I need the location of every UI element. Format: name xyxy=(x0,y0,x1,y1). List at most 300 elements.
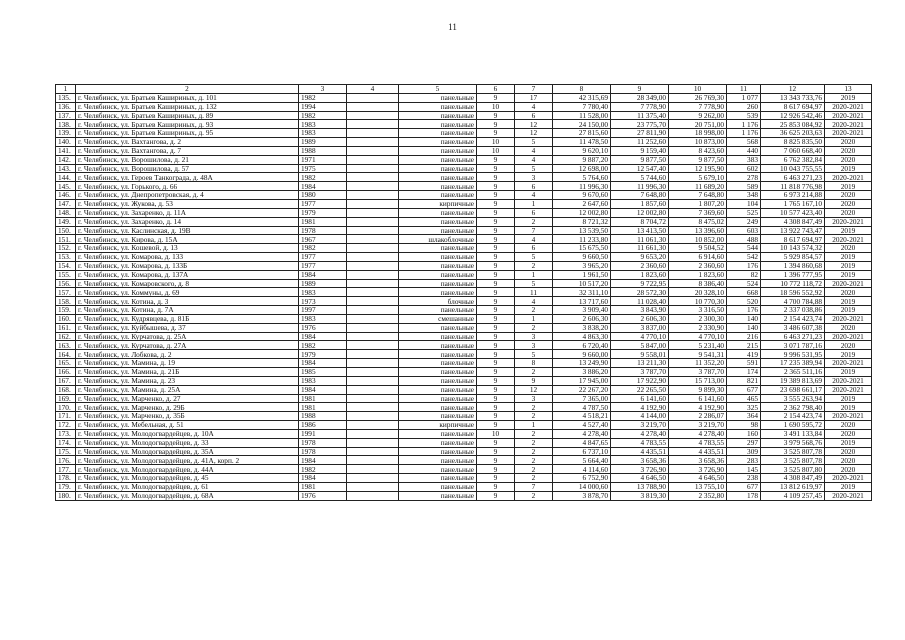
table-cell: 168. xyxy=(56,385,76,394)
table-cell xyxy=(347,368,399,377)
table-cell xyxy=(347,235,399,244)
table-cell: 9 xyxy=(477,474,515,483)
table-cell: 12 547,40 xyxy=(611,164,669,173)
table-cell: г. Челябинск, ул. Куйбышева, д. 37 xyxy=(76,323,299,332)
table-cell: 174 xyxy=(727,368,761,377)
table-cell: 3 xyxy=(515,173,553,182)
table-cell: 9 xyxy=(477,456,515,465)
table-cell: 4 787,50 xyxy=(553,403,611,412)
table-cell: 2 286,07 xyxy=(669,412,727,421)
table-cell: 179. xyxy=(56,482,76,491)
table-cell: панельные xyxy=(399,270,477,279)
table-cell: 4 770,10 xyxy=(669,332,727,341)
table-cell: 1977 xyxy=(299,261,347,270)
table-cell: 6 141,60 xyxy=(611,394,669,403)
table-cell: 27 811,90 xyxy=(611,129,669,138)
table-cell: 162. xyxy=(56,332,76,341)
table-row xyxy=(56,491,872,500)
table-cell: 2 300,30 xyxy=(669,314,727,323)
table-cell: 13 249,90 xyxy=(553,359,611,368)
table-cell: панельные xyxy=(399,155,477,164)
table-cell: 4 278,40 xyxy=(669,429,727,438)
table-cell: 821 xyxy=(727,376,761,385)
table-cell: 2020 xyxy=(825,208,872,217)
table-cell xyxy=(347,199,399,208)
table-cell: 440 xyxy=(727,146,761,155)
table-row xyxy=(56,465,872,474)
table-cell: 178. xyxy=(56,474,76,483)
table-cell: 1 765 167,10 xyxy=(761,199,825,208)
table-cell: 2019 xyxy=(825,164,872,173)
table-cell: блочные xyxy=(399,297,477,306)
table-cell: 9 xyxy=(477,306,515,315)
table-cell: 82 xyxy=(727,270,761,279)
table-cell: 13 922 743,47 xyxy=(761,226,825,235)
table-cell xyxy=(347,226,399,235)
table-cell: 20 751,00 xyxy=(669,120,727,129)
table-cell: кирпичные xyxy=(399,199,477,208)
table-cell: 4 435,51 xyxy=(669,447,727,456)
table-cell: 9 xyxy=(477,244,515,253)
table-cell: 2019 xyxy=(825,306,872,315)
table-cell: 9 xyxy=(477,323,515,332)
table-cell: 9 xyxy=(477,385,515,394)
table-cell: 2019 xyxy=(825,403,872,412)
table-cell: 668 xyxy=(727,288,761,297)
table-cell: 5 231,40 xyxy=(669,341,727,350)
table-cell: 2 360,60 xyxy=(611,261,669,270)
table-cell: 142. xyxy=(56,155,76,164)
table-cell: 1989 xyxy=(299,138,347,147)
table-cell: 1 xyxy=(515,314,553,323)
table-cell: г. Челябинск, ул. Комарова, д. 133 xyxy=(76,253,299,262)
table-cell: 23 698 661,17 xyxy=(761,385,825,394)
table-cell: 7 778,90 xyxy=(611,102,669,111)
table-cell: 27 815,60 xyxy=(553,129,611,138)
table-cell: 171. xyxy=(56,412,76,421)
table-cell: 153. xyxy=(56,253,76,262)
table-cell: 10 873,00 xyxy=(669,138,727,147)
table-cell: 4 308 847,49 xyxy=(761,474,825,483)
table-cell: 2 606,30 xyxy=(553,314,611,323)
table-cell xyxy=(347,217,399,226)
table-cell: 2019 xyxy=(825,438,872,447)
table-cell xyxy=(347,359,399,368)
table-cell: г. Челябинск, ул. Кудрявцева, д. 81Б xyxy=(76,314,299,323)
table-cell xyxy=(347,306,399,315)
table-cell: 5 xyxy=(515,138,553,147)
table-cell: 152. xyxy=(56,244,76,253)
table-row xyxy=(56,438,872,447)
table-cell: 11 661,30 xyxy=(611,244,669,253)
table-cell: 2020 xyxy=(825,447,872,456)
table-cell: 1 xyxy=(515,270,553,279)
table-cell: 11 028,40 xyxy=(611,297,669,306)
table-cell: г. Челябинск, ул. Жукова, д. 53 xyxy=(76,199,299,208)
table-row xyxy=(56,359,872,368)
table-cell: 568 xyxy=(727,138,761,147)
table-cell: 2 365 511,16 xyxy=(761,368,825,377)
table-cell: 2020 xyxy=(825,323,872,332)
column-number-cell: 6 xyxy=(477,85,515,94)
table-cell: 2019 xyxy=(825,368,872,377)
table-cell: панельные xyxy=(399,491,477,500)
table-cell: 9 xyxy=(477,465,515,474)
table-cell: 3 658,36 xyxy=(669,456,727,465)
table-row xyxy=(56,129,872,138)
table-cell: 2 xyxy=(515,465,553,474)
table-cell: г. Челябинск, ул. Молодогвардейцев, д. 44А xyxy=(76,465,299,474)
table-cell: 6 914,60 xyxy=(669,253,727,262)
table-cell: 150. xyxy=(56,226,76,235)
table-cell: 13 717,60 xyxy=(553,297,611,306)
column-number-cell: 10 xyxy=(669,85,727,94)
table-cell: 542 xyxy=(727,253,761,262)
table-cell: 3 525 807,80 xyxy=(761,465,825,474)
table-cell: 591 xyxy=(727,359,761,368)
table-cell: 2 xyxy=(515,217,553,226)
table-cell: 2020-2021 xyxy=(825,129,872,138)
table-row xyxy=(56,403,872,412)
table-cell: 2 647,60 xyxy=(553,199,611,208)
table-cell: 23 775,70 xyxy=(611,120,669,129)
table-cell: 4 435,51 xyxy=(611,447,669,456)
table-cell: 1971 xyxy=(299,155,347,164)
table-cell: 5 xyxy=(515,253,553,262)
table-cell: 5 xyxy=(515,279,553,288)
table-cell: панельные xyxy=(399,394,477,403)
table-cell: 13 211,30 xyxy=(611,359,669,368)
table-cell: 18 596 552,92 xyxy=(761,288,825,297)
table-cell: 6 141,60 xyxy=(669,394,727,403)
table-cell: 11 233,80 xyxy=(553,235,611,244)
table-cell: 172. xyxy=(56,421,76,430)
table-cell: 6 463 271,23 xyxy=(761,173,825,182)
table-cell: панельные xyxy=(399,208,477,217)
table-cell: 2020-2021 xyxy=(825,385,872,394)
table-cell: г. Челябинск, ул. Марченко, д. 35Б xyxy=(76,412,299,421)
table-cell: 20 328,10 xyxy=(669,288,727,297)
table-cell: 12 xyxy=(515,129,553,138)
table-cell: 348 xyxy=(727,191,761,200)
table-cell xyxy=(347,332,399,341)
table-cell: 2020 xyxy=(825,288,872,297)
table-cell xyxy=(347,456,399,465)
table-cell xyxy=(347,138,399,147)
table-cell: 5 xyxy=(515,164,553,173)
table-cell: г. Челябинск, ул. Днепропетровская, д. 4 xyxy=(76,191,299,200)
table-cell: 2020-2021 xyxy=(825,359,872,368)
table-cell: 15 675,50 xyxy=(553,244,611,253)
table-cell: 9 xyxy=(477,155,515,164)
table-cell: 8 386,40 xyxy=(669,279,727,288)
table-cell: 13 788,90 xyxy=(611,482,669,491)
table-cell: г. Челябинск, ул. Кирова, д. 15А xyxy=(76,235,299,244)
table-cell: 28 572,30 xyxy=(611,288,669,297)
table-cell xyxy=(347,155,399,164)
table-cell: 3 965,20 xyxy=(553,261,611,270)
table-cell: 1982 xyxy=(299,173,347,182)
table-cell xyxy=(347,314,399,323)
table-cell: 12 926 542,46 xyxy=(761,111,825,120)
table-cell: 383 xyxy=(727,155,761,164)
table-cell: 2 xyxy=(515,447,553,456)
table-cell: 2020 xyxy=(825,429,872,438)
table-cell: 7 xyxy=(515,226,553,235)
table-cell: 156. xyxy=(56,279,76,288)
table-cell: 2 xyxy=(515,306,553,315)
table-cell xyxy=(347,447,399,456)
table-cell: 2020-2021 xyxy=(825,314,872,323)
table-row xyxy=(56,288,872,297)
table-row xyxy=(56,208,872,217)
table-cell: 12 698,00 xyxy=(553,164,611,173)
table-cell: 4 192,90 xyxy=(669,403,727,412)
table-cell: 10 xyxy=(477,102,515,111)
table-cell: 149. xyxy=(56,217,76,226)
table-cell: 164. xyxy=(56,350,76,359)
table-cell: 3 491 133,84 xyxy=(761,429,825,438)
table-cell: 19 389 813,69 xyxy=(761,376,825,385)
table-cell: 160. xyxy=(56,314,76,323)
table-cell: 139. xyxy=(56,129,76,138)
table-cell: 2019 xyxy=(825,350,872,359)
table-cell: 2020-2021 xyxy=(825,376,872,385)
table-cell: 140. xyxy=(56,138,76,147)
table-cell: 3 838,20 xyxy=(553,323,611,332)
table-cell: 2 xyxy=(515,456,553,465)
table-cell: 3 071 787,16 xyxy=(761,341,825,350)
table-cell: 13 413,50 xyxy=(611,226,669,235)
table-cell: 4 527,40 xyxy=(553,421,611,430)
table-cell: г. Челябинск, ул. Комарова, д. 133Б xyxy=(76,261,299,270)
table-cell: 1989 xyxy=(299,279,347,288)
table-cell: 4 xyxy=(515,146,553,155)
table-row xyxy=(56,146,872,155)
table-cell: 2020 xyxy=(825,138,872,147)
table-cell: 7 648,80 xyxy=(611,191,669,200)
table-cell: 6 752,90 xyxy=(553,474,611,483)
table-cell: панельные xyxy=(399,429,477,438)
table-cell: 524 xyxy=(727,279,761,288)
table-cell: 2020-2021 xyxy=(825,102,872,111)
table-cell: 1988 xyxy=(299,146,347,155)
table-cell: 5 847,00 xyxy=(611,341,669,350)
table-cell: 249 xyxy=(727,217,761,226)
table-cell: 2019 xyxy=(825,482,872,491)
table-cell: 2019 xyxy=(825,261,872,270)
table-cell: 4 783,55 xyxy=(669,438,727,447)
table-row xyxy=(56,182,872,191)
table-cell: 7 778,90 xyxy=(669,102,727,111)
table-cell: 3 886,20 xyxy=(553,368,611,377)
table-cell: 1 823,60 xyxy=(669,270,727,279)
table-cell: г. Челябинск, ул. Молодогвардейцев, д. 61 xyxy=(76,482,299,491)
table-cell: 9 xyxy=(477,164,515,173)
table-cell xyxy=(347,376,399,385)
table-row xyxy=(56,394,872,403)
table-row xyxy=(56,332,872,341)
table-cell: 2019 xyxy=(825,394,872,403)
table-cell: 5 664,40 xyxy=(553,456,611,465)
table-cell: 3 555 263,94 xyxy=(761,394,825,403)
table-cell: панельные xyxy=(399,341,477,350)
table-cell: 13 396,60 xyxy=(669,226,727,235)
table-cell: г. Челябинск, ул. Мамина, д. 23 xyxy=(76,376,299,385)
table-cell: г. Челябинск, ул. Комаровского, д. 8 xyxy=(76,279,299,288)
table-cell: г. Челябинск, ул. Каслинская, д. 19В xyxy=(76,226,299,235)
table-cell: 25 853 084,92 xyxy=(761,120,825,129)
table-cell: 14 000,60 xyxy=(553,482,611,491)
table-cell: 9 xyxy=(477,421,515,430)
table-cell: 5 929 854,57 xyxy=(761,253,825,262)
table-row xyxy=(56,155,872,164)
table-cell: 2019 xyxy=(825,182,872,191)
table-cell: 602 xyxy=(727,164,761,173)
table-cell: 2019 xyxy=(825,226,872,235)
table-cell: 216 xyxy=(727,332,761,341)
table-cell: 176 xyxy=(727,261,761,270)
table-cell: г. Челябинск, ул. Молодогвардейцев, д. 33 xyxy=(76,438,299,447)
table-cell: 6 720,40 xyxy=(553,341,611,350)
table-cell: 9 xyxy=(477,226,515,235)
table-cell: 5 764,60 xyxy=(553,173,611,182)
table-cell: 2019 xyxy=(825,270,872,279)
table-row xyxy=(56,341,872,350)
table-cell: 2 xyxy=(515,438,553,447)
table-cell: 145. xyxy=(56,182,76,191)
table-cell: 3 837,00 xyxy=(611,323,669,332)
table-cell: панельные xyxy=(399,403,477,412)
table-cell xyxy=(347,350,399,359)
table-cell: 1982 xyxy=(299,341,347,350)
table-cell: 283 xyxy=(727,456,761,465)
table-cell: 1984 xyxy=(299,385,347,394)
table-cell: 2020-2021 xyxy=(825,235,872,244)
table-cell: 9 xyxy=(477,261,515,270)
table-cell: г. Челябинск, ул. Вахтангова, д. 7 xyxy=(76,146,299,155)
table-cell: панельные xyxy=(399,244,477,253)
table-cell: 1 176 xyxy=(727,120,761,129)
table-cell: г. Челябинск, ул. Братьев Кашириных, д. 89 xyxy=(76,111,299,120)
table-cell: 2 362 798,40 xyxy=(761,403,825,412)
table-cell: панельные xyxy=(399,146,477,155)
table-row xyxy=(56,261,872,270)
table-cell: 9 xyxy=(477,182,515,191)
table-cell: г. Челябинск, ул. Ворошилова, д. 21 xyxy=(76,155,299,164)
table-row xyxy=(56,297,872,306)
table-cell: панельные xyxy=(399,261,477,270)
table-cell: 4 144,00 xyxy=(611,412,669,421)
table-cell: 1981 xyxy=(299,394,347,403)
table-cell: 176. xyxy=(56,456,76,465)
table-cell: 9 262,00 xyxy=(669,111,727,120)
table-cell: 1983 xyxy=(299,288,347,297)
table-cell: 2020 xyxy=(825,199,872,208)
table-cell: 9 xyxy=(477,120,515,129)
table-cell: 6 463 271,23 xyxy=(761,332,825,341)
housing-registry-table xyxy=(55,84,872,501)
table-cell: 2 xyxy=(515,403,553,412)
table-cell: 419 xyxy=(727,350,761,359)
table-cell: 9 660,50 xyxy=(553,253,611,262)
table-cell: 2019 xyxy=(825,297,872,306)
table-cell: 160 xyxy=(727,429,761,438)
table-cell: 9 xyxy=(477,350,515,359)
table-cell: 28 349,00 xyxy=(611,93,669,102)
table-cell xyxy=(347,279,399,288)
table-cell: 148. xyxy=(56,208,76,217)
table-cell: 135. xyxy=(56,93,76,102)
table-cell: 4 xyxy=(515,235,553,244)
table-cell: 17 922,90 xyxy=(611,376,669,385)
table-cell: 140 xyxy=(727,314,761,323)
table-cell: 4 847,65 xyxy=(553,438,611,447)
table-cell: 4 xyxy=(515,297,553,306)
table-cell: 2020-2021 xyxy=(825,332,872,341)
column-number-cell: 8 xyxy=(553,85,611,94)
table-cell: 4 863,30 xyxy=(553,332,611,341)
table-cell xyxy=(347,129,399,138)
table-row xyxy=(56,235,872,244)
table-cell: 2 xyxy=(515,491,553,500)
table-cell: 3 316,50 xyxy=(669,306,727,315)
table-cell: 155. xyxy=(56,270,76,279)
table-cell: 488 xyxy=(727,235,761,244)
table-cell: панельные xyxy=(399,129,477,138)
column-number-cell: 12 xyxy=(761,85,825,94)
table-cell: 6 xyxy=(515,111,553,120)
table-cell: панельные xyxy=(399,279,477,288)
table-cell: 9 996 531,95 xyxy=(761,350,825,359)
table-cell: 8 721,32 xyxy=(553,217,611,226)
table-cell: 1986 xyxy=(299,421,347,430)
table-cell: 9 xyxy=(477,191,515,200)
table-cell: 2020 xyxy=(825,191,872,200)
table-cell: 3 843,90 xyxy=(611,306,669,315)
table-cell xyxy=(347,429,399,438)
table-cell: 3 219,70 xyxy=(669,421,727,430)
table-cell: 4 xyxy=(515,102,553,111)
table-cell xyxy=(347,270,399,279)
table-cell: 10 852,00 xyxy=(669,235,727,244)
table-cell: 11 252,60 xyxy=(611,138,669,147)
table-cell: 1 690 595,72 xyxy=(761,421,825,430)
table-cell: 11 689,20 xyxy=(669,182,727,191)
table-cell: 1979 xyxy=(299,208,347,217)
table-cell: 13 343 733,76 xyxy=(761,93,825,102)
table-cell xyxy=(347,253,399,262)
table-cell: 176 xyxy=(727,306,761,315)
table-cell: панельные xyxy=(399,93,477,102)
table-cell: 9 877,50 xyxy=(669,155,727,164)
table-cell: 26 769,30 xyxy=(669,93,727,102)
table-cell: 13 539,50 xyxy=(553,226,611,235)
table-row xyxy=(56,474,872,483)
table-cell: г. Челябинск, ул. Лобкова, д. 2 xyxy=(76,350,299,359)
table-cell: г. Челябинск, ул. Коммуны, д. 69 xyxy=(76,288,299,297)
table-cell: 1984 xyxy=(299,182,347,191)
table-cell: 9 xyxy=(477,341,515,350)
table-cell: 2020-2021 xyxy=(825,111,872,120)
table-cell: 137. xyxy=(56,111,76,120)
table-cell xyxy=(347,120,399,129)
page-number: 11 xyxy=(448,22,457,32)
table-cell: 174. xyxy=(56,438,76,447)
table-cell: 9 xyxy=(477,111,515,120)
table-cell: 589 xyxy=(727,182,761,191)
table-cell: 12 002,80 xyxy=(611,208,669,217)
